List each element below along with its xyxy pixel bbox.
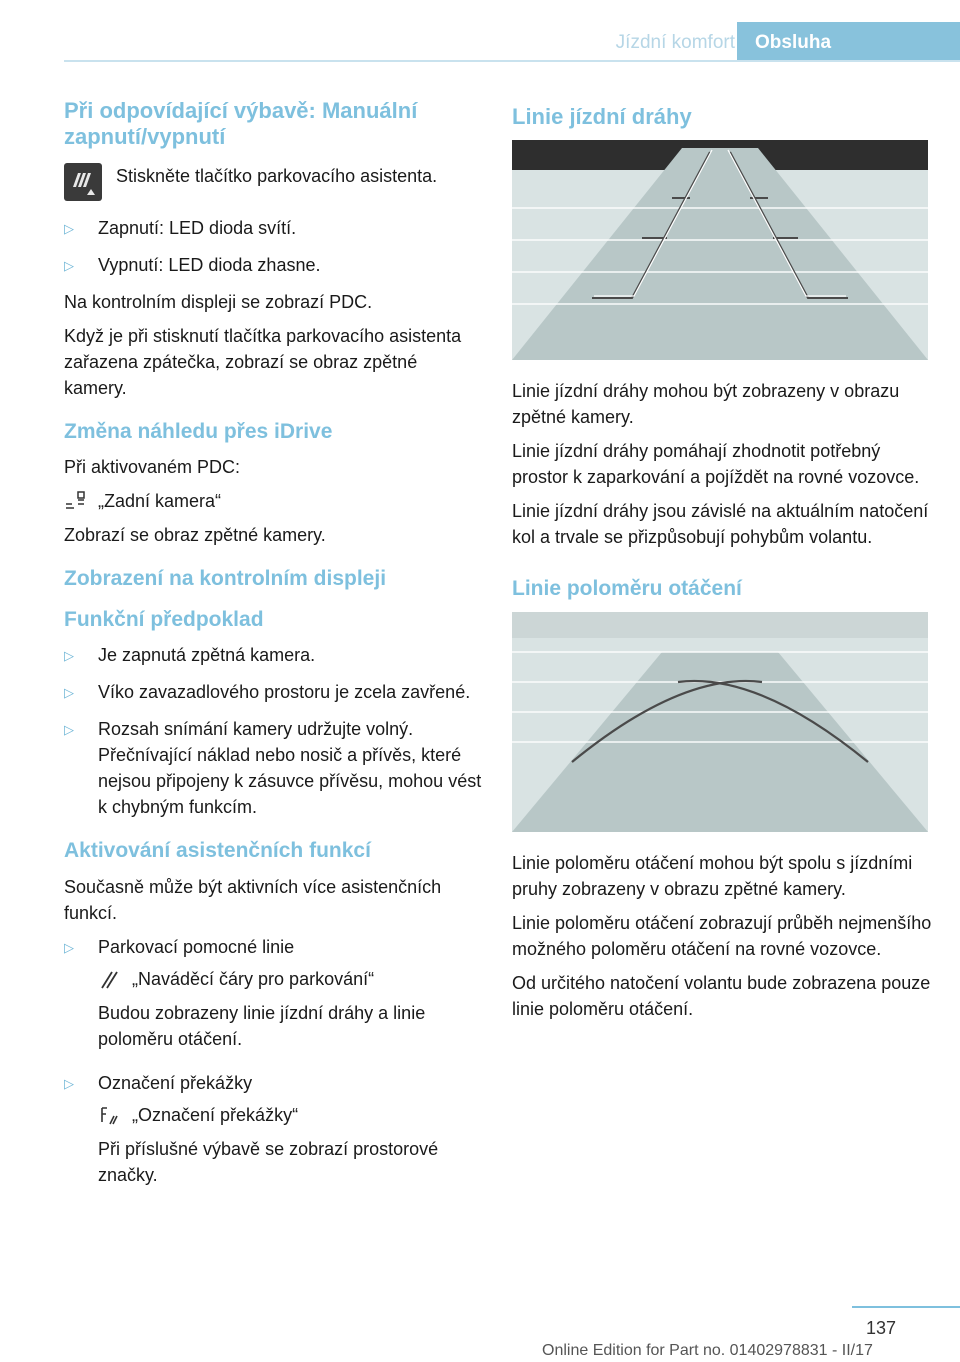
lanes-paragraph-3: Linie jízdní dráhy jsou závislé na aktuálním natočení kol a trvale se přizpůsobují pohybům volantu. bbox=[512, 501, 929, 548]
paragraph-assist: Současně může být aktivních více asistenčních funkcí. bbox=[64, 876, 442, 923]
heading-idrive: Změna náhledu přes iDrive bbox=[64, 419, 333, 443]
turn-paragraph-1: Linie poloměru otáčení mohou být spolu s jízdními pruhy zobrazeny v obrazu zpětné kamery. bbox=[512, 852, 913, 899]
heading-manual: Při odpovídající výbavě: Manuální zapnutí/vypnutí bbox=[64, 98, 418, 150]
paragraph-active: Při aktivovaném PDC: bbox=[64, 456, 241, 477]
paragraph-reverse: Když je při stisknutí tlačítka parkovacího asistenta zařazena zpátečka, zobrazí se obraz zpětné kamery. bbox=[64, 325, 462, 398]
list-item: ▷ Vypnutí: LED dioda zhasne. bbox=[64, 254, 321, 275]
guide-lines-row: „Naváděcí čáry pro parkování“ bbox=[98, 966, 484, 992]
press-button-text: Stiskněte tlačítko parkovacího asistenta. bbox=[116, 165, 438, 186]
left-column bbox=[64, 98, 484, 1206]
heading-display: Zobrazení na kontrolním displeji bbox=[64, 566, 387, 590]
right-column bbox=[512, 98, 932, 1030]
list-item: ▷ Je zapnutá zpětná kamera. bbox=[64, 645, 316, 666]
page-number-rule bbox=[852, 1306, 960, 1308]
paragraph-pdc: Na kontrolním displeji se zobrazí PDC. bbox=[64, 291, 373, 312]
page-header bbox=[0, 0, 960, 62]
list-item: ▷ Rozsah snímání kamery udržujte volný. Přečnívající náklad nebo nosič a přívěs, které nejsou připojeny k zásuvce přívěsu, mohou vést k chybným funkcím. bbox=[64, 719, 482, 818]
guide-lines-icon bbox=[98, 968, 122, 990]
footer-text: Online Edition for Part no. 01402978831 - II/17 bbox=[542, 1342, 873, 1359]
turn-paragraph-2: Linie poloměru otáčení zobrazují průběh nejmenšího možného poloměru otáčení na rovné vozovce. bbox=[512, 912, 932, 959]
rear-camera-label: „Zadní kamera“ bbox=[98, 490, 222, 511]
paragraph-shows-camera: Zobrazí se obraz zpětné kamery. bbox=[64, 524, 326, 545]
list-item: ▷ Označení překážky „Označení překážky“ Při příslušné výbavě se zobrazí prostorové značky. bbox=[64, 1070, 484, 1196]
rear-camera-icon bbox=[64, 490, 88, 512]
list-item: ▷ Víko zavazadlového prostoru je zcela zavřené. bbox=[64, 682, 471, 703]
list-item: ▷ Zapnutí: LED dioda svítí. bbox=[64, 217, 297, 238]
lanes-paragraph-2: Linie jízdní dráhy pomáhají zhodnotit potřebný prostor k zaparkování a pojíždět na rovné vozovce. bbox=[512, 441, 920, 488]
page-number: 137 bbox=[866, 1318, 897, 1338]
turning-radius-image bbox=[512, 612, 928, 832]
heading-lanes: Linie jízdní dráhy bbox=[512, 104, 692, 129]
turn-paragraph-3: Od určitého natočení volantu bude zobrazena pouze linie poloměru otáčení. bbox=[512, 972, 931, 1019]
obstacle-marking-icon bbox=[98, 1104, 122, 1126]
header-rule bbox=[64, 60, 960, 62]
button-instruction bbox=[64, 161, 484, 201]
heading-turn: Linie poloměru otáčení bbox=[512, 577, 742, 601]
obstacle-marking-row: „Označení překážky“ bbox=[98, 1102, 484, 1128]
parking-assist-button-icon bbox=[64, 163, 102, 201]
lane-lines-image bbox=[512, 140, 928, 360]
rear-camera-row bbox=[64, 488, 484, 514]
lanes-paragraph-1: Linie jízdní dráhy mohou být zobrazeny v obrazu zpětné kamery. bbox=[512, 381, 900, 428]
heading-assist: Aktivování asistenčních funkcí bbox=[64, 839, 371, 863]
section-label: Jízdní komfort bbox=[615, 32, 735, 53]
heading-prereq: Funkční předpoklad bbox=[64, 608, 264, 632]
chapter-tab: Obsluha bbox=[737, 22, 960, 62]
list-item: ▷ Parkovací pomocné linie „Naváděcí čáry pro parkování“ Budou zobrazeny linie jízdní dráhy a linie poloměru otáčení. bbox=[64, 934, 484, 1060]
